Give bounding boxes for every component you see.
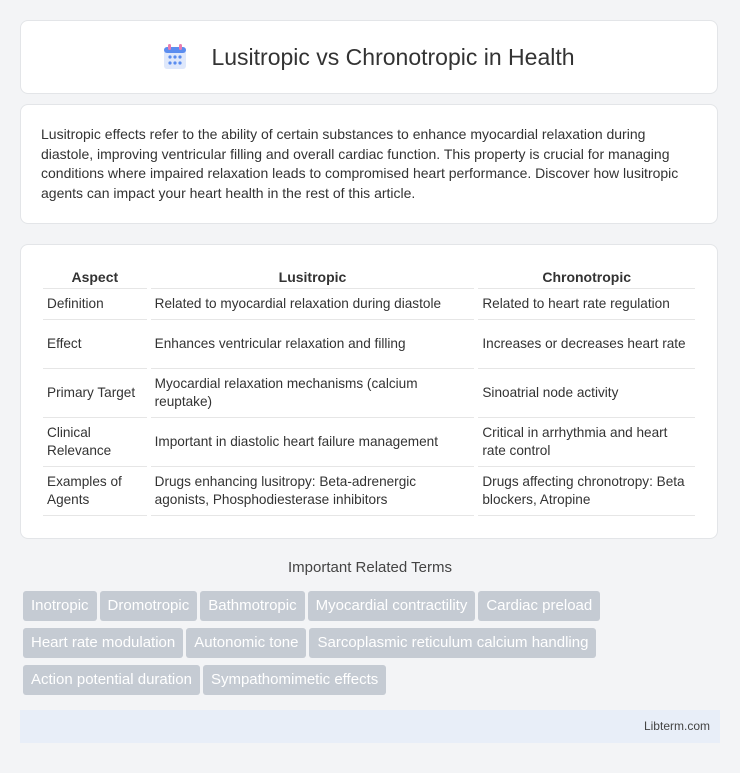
intro-text: Lusitropic effects refer to the ability of certain substances to enhance myocardial relaxation during diastole, improving ventricular filling and overall cardiac function. This property is crucial for managing conditions where impaired relaxation leads to compromised heart performance. Discover how lusitropic agents can impact your heart health in the rest of this article. [41,126,679,201]
table-cell: Drugs enhancing lusitropy: Beta-adrenergic agonists, Phosphodiesterase inhibitors [151,467,475,516]
column-header-aspect: Aspect [43,263,147,289]
table-header-row [43,263,695,289]
related-term-tag[interactable]: Cardiac preload [478,591,600,621]
comparison-table-card [20,244,718,539]
related-term-tag[interactable]: Autonomic tone [186,628,306,658]
related-term-tag[interactable]: Myocardial contractility [308,591,476,621]
table-cell: Enhances ventricular relaxation and filling [151,320,475,369]
intro-card [20,104,718,224]
comparison-table [39,263,699,516]
table-cell: Definition [43,289,147,320]
related-terms-list [23,591,713,702]
table-cell: Related to heart rate regulation [478,289,695,320]
column-header-lusitropic: Lusitropic [151,263,475,289]
table-cell: Effect [43,320,147,369]
table-cell: Increases or decreases heart rate [478,320,695,369]
page-title: Lusitropic vs Chronotropic in Health [211,43,575,70]
related-term-tag[interactable]: Bathmotropic [200,591,304,621]
table-cell: Myocardial relaxation mechanisms (calcium reuptake) [151,369,475,418]
footer [20,710,720,743]
table-cell: Examples of Agents [43,467,147,516]
related-term-tag[interactable]: Inotropic [23,591,97,621]
table-cell: Related to myocardial relaxation during diastole [151,289,475,320]
table-row [43,418,695,467]
related-terms-title: Important Related Terms [288,559,452,576]
table-row [43,320,695,369]
column-header-chronotropic: Chronotropic [478,263,695,289]
calendar-icon [163,44,187,70]
related-term-tag[interactable]: Action potential duration [23,665,200,695]
title-card [20,20,718,94]
related-term-tag[interactable]: Heart rate modulation [23,628,183,658]
related-term-tag[interactable]: Dromotropic [100,591,198,621]
table-row [43,467,695,516]
related-term-tag[interactable]: Sympathomimetic effects [203,665,386,695]
table-cell: Sinoatrial node activity [478,369,695,418]
footer-site-link[interactable]: Libterm.com [643,719,710,733]
table-cell: Clinical Relevance [43,418,147,467]
table-row [43,369,695,418]
table-cell: Critical in arrhythmia and heart rate control [478,418,695,467]
table-cell: Drugs affecting chronotropy: Beta blockers, Atropine [478,467,695,516]
table-row [43,289,695,320]
table-cell: Important in diastolic heart failure management [151,418,475,467]
table-cell: Primary Target [43,369,147,418]
related-term-tag[interactable]: Sarcoplasmic reticulum calcium handling [309,628,596,658]
